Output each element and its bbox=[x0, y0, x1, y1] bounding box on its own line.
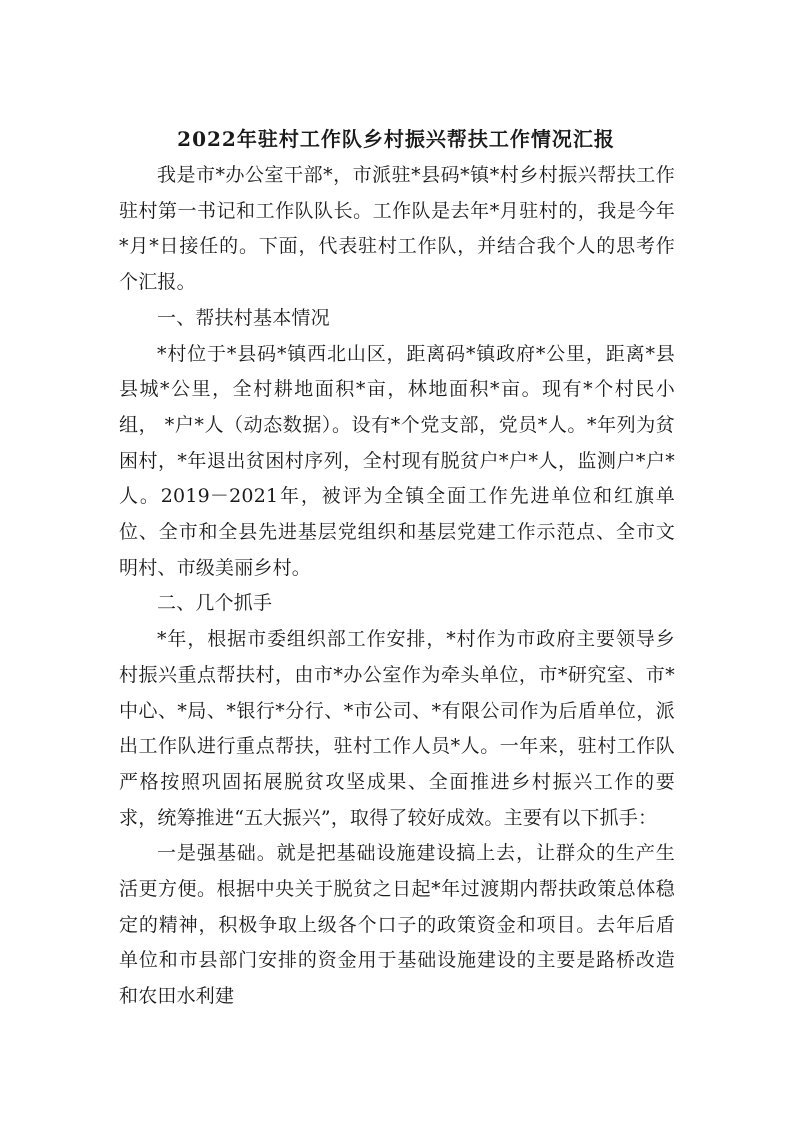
document-body bbox=[119, 158, 675, 1015]
section-heading-basic-situation: 一、帮扶村基本情况 bbox=[157, 306, 330, 329]
paragraph-village-overview: *村位于*县码*镇西北山区，距离码*镇政府*公里，距离*县县城*公里，全村耕地面积*亩，林地面积*亩。现有*个村民小组， *户*人（动态数据）。设有*个党支部，党员*人。*年列为贫困村，*年退出贫困村序列，全村现有脱贫户*户*人，监测户*户*人。2019－2021年，被评为全镇全面工作先进单位和红旗单位、全市和全县先进基层党组织和基层党建工作示范点、全市文明村、市级美丽乡村。 bbox=[119, 342, 675, 579]
document-title: 2022年驻村工作队乡村振兴帮扶工作情况汇报 bbox=[177, 127, 615, 151]
paragraph-strengthen-foundation: 一是强基础。就是把基础设施建设搞上去，让群众的生产生活更方便。根据中央关于脱贫之日起*年过渡期内帮扶政策总体稳定的精神，积极争取上级各个口子的政策资金和项目。去年后盾单位和市县部门安排的资金用于基础设施建设的主要是路桥改造和农田水利建 bbox=[119, 842, 675, 1008]
paragraph-intro: 我是市*办公室干部*，市派驻*县码*镇*村乡村振兴帮扶工作驻村第一书记和工作队队长。工作队是去年*月驻村的，我是今年*月*日接任的。下面，代表驻村工作队，并结合我个人的思考作个汇报。 bbox=[119, 164, 675, 294]
paragraph-work-arrangement: *年，根据市委组织部工作安排，*村作为市政府主要领导乡村振兴重点帮扶村，由市*办公室作为牵头单位，市*研究室、市*中心、*局、*银行*分行、*市公司、*有限公司作为后盾单位，派出工作队进行重点帮扶，驻村工作人员*人。一年来，驻村工作队严格按照巩固拓展脱贫攻坚成果、全面推进乡村振兴工作的要求，统筹推进“五大振兴”，取得了较好成效。主要有以下抓手： bbox=[119, 628, 675, 829]
section-heading-key-measures: 二、几个抓手 bbox=[157, 592, 273, 615]
